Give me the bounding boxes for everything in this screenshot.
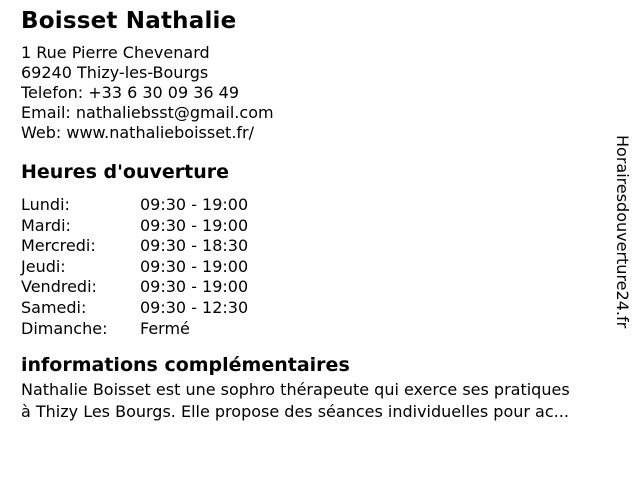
hours-day-cell: Mardi: bbox=[21, 215, 71, 235]
hours-day-cell: Vendredi: bbox=[21, 277, 97, 297]
hours-time-cell: 09:30 - 19:00 bbox=[140, 256, 249, 276]
hours-time-cell: 09:30 - 19:00 bbox=[140, 215, 249, 235]
hours-day-cell: Jeudi: bbox=[21, 256, 66, 276]
hours-day-cell: Dimanche: bbox=[21, 318, 108, 338]
hours-time-cell: 09:30 - 12:30 bbox=[140, 297, 249, 317]
hours-row bbox=[21, 257, 248, 278]
address-city-line: 69240 Thizy-les-Bourgs bbox=[21, 63, 209, 82]
phone-line: Telefon: +33 6 30 09 36 49 bbox=[21, 83, 240, 102]
info-description-text: Nathalie Boisset est une sophro thérapeute qui exerce ses pratiques à Thizy Les Bourgs. Elle propose des séances individuelles pour ac... bbox=[21, 380, 570, 422]
hours-table bbox=[21, 195, 248, 339]
watermark-site-link[interactable]: Horairesdouverture24.fr bbox=[613, 135, 632, 329]
website-line: Web: www.nathalieboisset.fr/ bbox=[21, 123, 254, 142]
hours-row bbox=[21, 319, 248, 340]
hours-time-cell: Fermé bbox=[140, 318, 190, 338]
hours-day-cell: Samedi: bbox=[21, 297, 87, 317]
hours-day-cell: Mercredi: bbox=[21, 236, 96, 256]
info-section-heading: informations complémentaires bbox=[21, 354, 350, 377]
address-street-line: 1 Rue Pierre Chevenard bbox=[21, 43, 210, 62]
hours-row bbox=[21, 236, 248, 257]
hours-section-heading: Heures d'ouverture bbox=[21, 161, 229, 183]
hours-time-cell: 09:30 - 19:00 bbox=[140, 277, 249, 297]
hours-day-cell: Lundi: bbox=[21, 195, 70, 214]
hours-time-cell: 09:30 - 19:00 bbox=[140, 195, 249, 214]
hours-row bbox=[21, 277, 248, 298]
hours-row bbox=[21, 216, 248, 237]
hours-row bbox=[21, 298, 248, 319]
business-name-title: Boisset Nathalie bbox=[21, 8, 237, 34]
hours-time-cell: 09:30 - 18:30 bbox=[140, 236, 249, 256]
email-line: Email: nathaliebsst@gmail.com bbox=[21, 103, 274, 122]
contact-block bbox=[21, 43, 640, 143]
hours-row bbox=[21, 195, 248, 216]
